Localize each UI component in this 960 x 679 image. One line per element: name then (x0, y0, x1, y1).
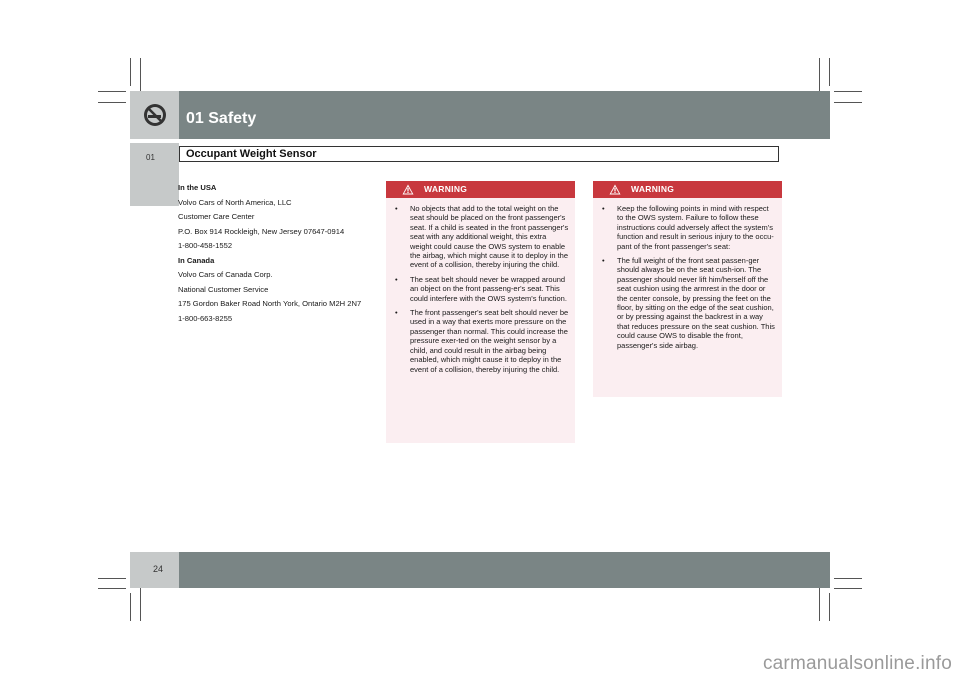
crop-mark (834, 102, 862, 103)
warning-item-text: The seat belt should never be wrapped around an object on the front passeng-er's seat. This could interfere with the OWS system's function. (410, 274, 567, 303)
warning-title: WARNING (631, 184, 675, 194)
crop-mark (98, 91, 126, 92)
contact-line: 1-800-458-1552 (178, 241, 233, 250)
bullet: • (395, 308, 398, 318)
warning-list (593, 198, 782, 361)
bullet: • (602, 256, 605, 266)
contact-line: National Customer Service (178, 284, 269, 294)
contact-line: 1-800-663-8255 (178, 313, 233, 323)
warning-item (593, 256, 776, 350)
crop-mark (98, 578, 126, 579)
contact-line: In Canada (178, 255, 215, 265)
contact-line: Volvo Cars of Canada Corp. (178, 270, 273, 279)
section-title: Occupant Weight Sensor (186, 148, 317, 160)
bullet: • (395, 204, 398, 213)
watermark: carmanualsonline.info (762, 653, 952, 674)
crop-mark (834, 588, 862, 589)
crop-mark (834, 578, 862, 579)
warning-item (386, 275, 569, 303)
crop-mark (130, 593, 131, 621)
warning-list (386, 198, 575, 385)
crop-mark (829, 58, 830, 86)
crop-mark (98, 102, 126, 103)
header-icon-box (130, 91, 179, 139)
bullet: • (602, 204, 605, 213)
crop-mark (130, 58, 131, 86)
footer-bar (179, 552, 830, 588)
warning-item (593, 204, 776, 251)
warning-box-right (593, 181, 782, 397)
warning-item (386, 308, 569, 374)
chapter-tab-number: 01 (146, 153, 155, 162)
warning-triangle-icon (402, 184, 414, 195)
warning-title: WARNING (424, 184, 468, 194)
contact-line: Volvo Cars of North America, LLC (178, 197, 292, 207)
warning-triangle-icon (609, 184, 621, 195)
contact-line: In the USA (178, 183, 217, 192)
contact-line: P.O. Box 914 Rockleigh, New Jersey 07647-0914 (178, 226, 345, 236)
contact-info (178, 183, 368, 328)
crop-mark (98, 588, 126, 589)
crop-mark (829, 593, 830, 621)
page-title: 01 Safety (186, 110, 257, 127)
page-number: 24 (153, 564, 164, 574)
warning-item-text: The front passenger's seat belt should never be used in a way that exerts more pressure on the passenger than normal. This could increase the pressure exer-ted on the weight sensor by a child, and could result in the airbag being enabled, which might cause it to deploy in the event of a collision, thereby injuring the child. (410, 308, 569, 374)
warning-header (593, 181, 782, 198)
warning-box-left (386, 181, 575, 443)
warning-item-text: The full weight of the front seat passen-ger should always be on the seat cush-ion. The passenger should never lift him/herself off the seat cushion using the armrest in the door or the center console, by pressing the feet on the floor, by sitting on the edge of the seat cushion, or by pressing against the backrest in a way that reduces pressure on the seat cushion. This could cause OWS to disable the front, passenger's side airbag. (617, 256, 775, 350)
no-smoking-icon (130, 91, 179, 139)
warning-header (386, 181, 575, 198)
contact-line: Customer Care Center (178, 212, 255, 221)
warning-item-text: Keep the following points in mind with respect to the OWS system. Failure to follow these instructions could adversely affect the system's function and result in serious injury to the occu-pant of the front passenger's seat: (617, 204, 774, 251)
crop-mark (834, 91, 862, 92)
warning-item-text: No objects that add to the total weight on the seat should be placed on the front passenger's seat. If a child is seated in the front passenger's seat with any additional weight, this extra weight could cause the OWS system to enable the airbag, which might cause it to deploy in the event of a collision, thereby injuring the child. (410, 204, 569, 270)
contact-line: 175 Gordon Baker Road North York, Ontario M2H 2N7 (178, 299, 362, 308)
warning-item (386, 204, 569, 270)
bullet: • (395, 274, 398, 284)
